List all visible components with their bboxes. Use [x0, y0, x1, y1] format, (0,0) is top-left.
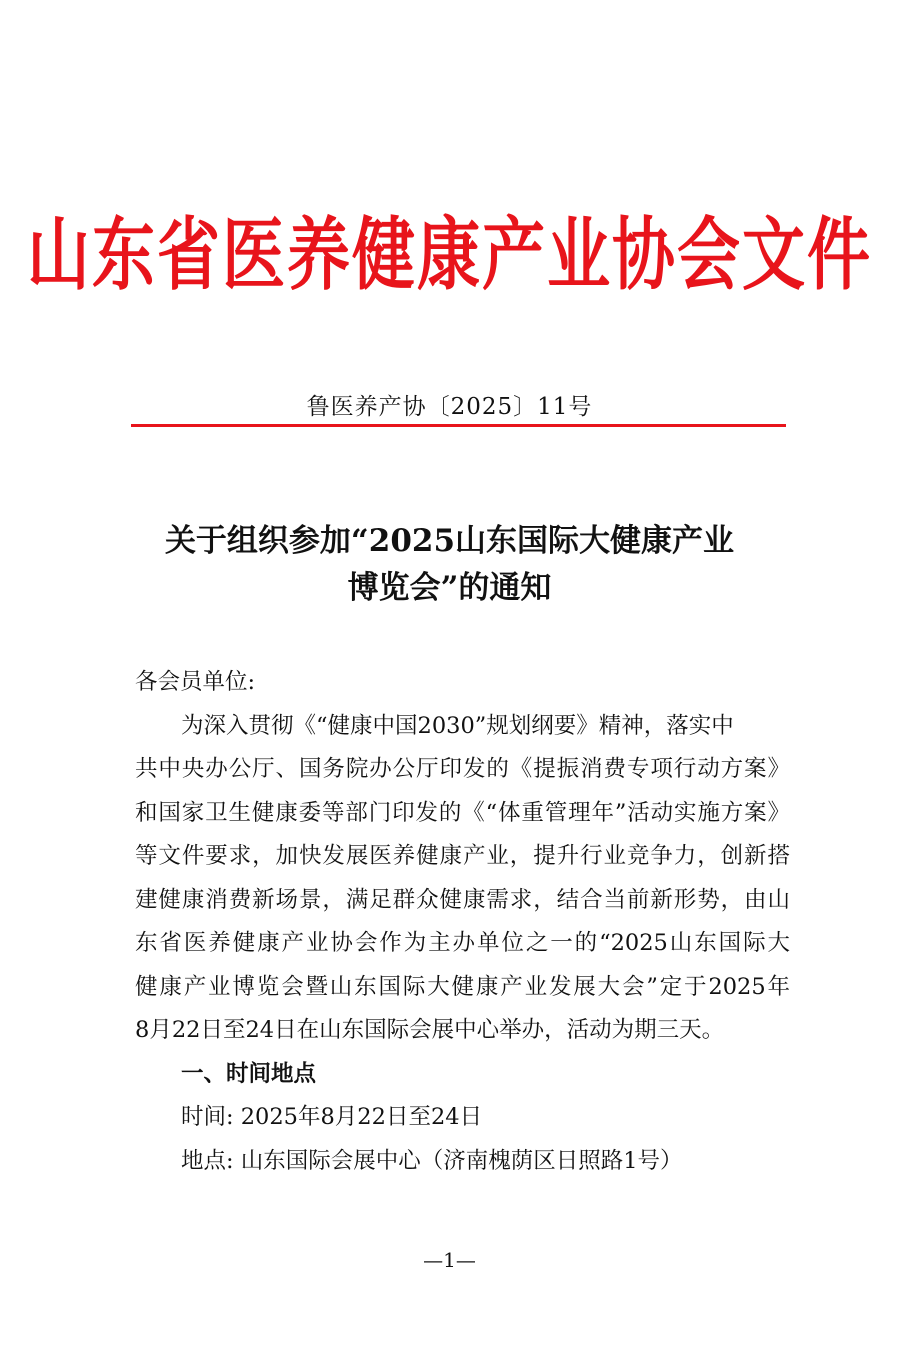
notice-title-line: 关于组织参加“2025山东国际大健康产业	[164, 523, 735, 559]
notice-body	[135, 661, 790, 1183]
page-number: —1—	[423, 1248, 476, 1272]
paragraph-line: 8月22日至24日在山东国际会展中心举办，活动为期三天。	[135, 1017, 725, 1043]
red-divider-line	[131, 424, 786, 427]
paragraph-line: 和国家卫生健康委等部门印发的《“体重管理年”活动实施方案》	[135, 799, 790, 826]
document-number: 鲁医养产协〔2025〕11号	[306, 394, 593, 420]
notice-title-line: 博览会”的通知	[347, 570, 552, 606]
paragraph-line: 健康产业博览会暨山东国际大健康产业发展大会”定于2025年	[135, 973, 790, 1000]
event-time: 时间: 2025年8月22日至24日	[181, 1104, 483, 1130]
issuer-header-title: 山东省医养健康产业协会文件	[27, 209, 872, 301]
event-location: 地点: 山东国际会展中心（济南槐荫区日照路1号）	[181, 1147, 683, 1174]
paragraph-line: 东省医养健康产业协会作为主办单位之一的“2025山东国际大	[135, 930, 790, 956]
notice-title	[0, 518, 899, 612]
paragraph-line: 等文件要求，加快发展医养健康产业，提升行业竞争力，创新搭	[135, 843, 790, 869]
section-heading: 一、时间地点	[181, 1060, 317, 1087]
salutation: 各会员单位:	[135, 669, 256, 695]
paragraph-line: 为深入贯彻《“健康中国2030”规划纲要》精神，落实中	[181, 712, 734, 739]
paragraph-line: 建健康消费新场景，满足群众健康需求，结合当前新形势，由山	[135, 886, 790, 913]
paragraph-line: 共中央办公厅、国务院办公厅印发的《提振消费专项行动方案》	[135, 756, 790, 782]
